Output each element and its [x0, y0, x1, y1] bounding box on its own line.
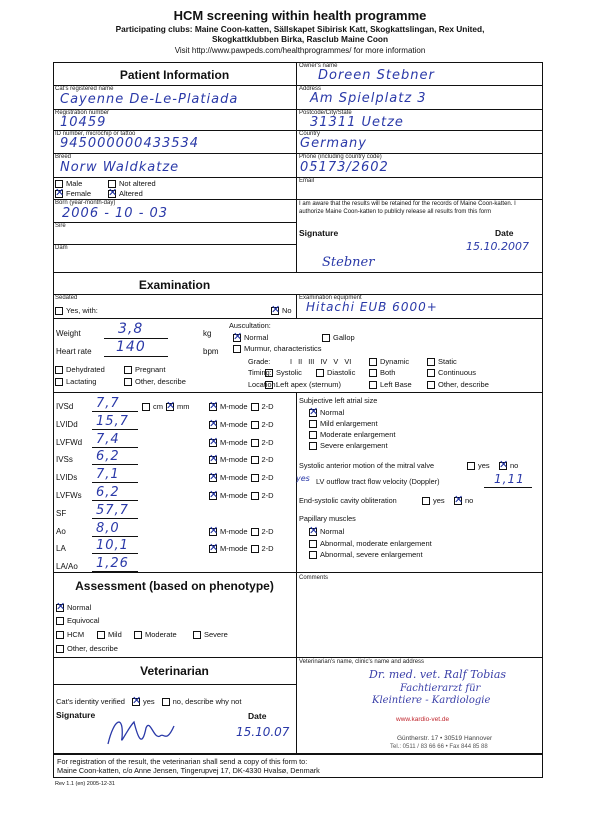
mmode-label: M-mode — [220, 544, 248, 553]
sla-severe-checkbox[interactable] — [309, 442, 317, 450]
measure-value[interactable]: 7,4 — [96, 432, 120, 447]
revision: Rev 1.1 (en) 2005-12-31 — [55, 781, 115, 787]
stamp-phone: Tel.: 0511 / 83 66 66 • Fax 844 85 88 — [390, 744, 488, 750]
sla-normal-checkbox[interactable] — [309, 409, 317, 417]
twod-checkbox[interactable] — [251, 456, 259, 464]
measure-underline — [92, 518, 138, 519]
assess-severe-label: Severe — [204, 630, 228, 639]
papillary-label: Papillary muscles — [299, 514, 356, 523]
assess-moderate-checkbox[interactable] — [134, 631, 142, 639]
left-base-checkbox[interactable] — [369, 381, 377, 389]
stamp-name: Dr. med. vet. Ralf Tobias — [369, 668, 507, 681]
mode-selector — [209, 438, 274, 447]
address-label: Address — [299, 86, 322, 92]
vet-signature — [104, 708, 184, 750]
weight-label: Weight — [56, 329, 81, 338]
postcode-value[interactable]: 31311 Uetze — [310, 115, 404, 130]
sla-moderate-checkbox[interactable] — [309, 431, 317, 439]
measure-label: Ao — [56, 527, 66, 536]
lactating-checkbox[interactable] — [55, 378, 63, 386]
assess-mild-checkbox[interactable] — [97, 631, 105, 639]
reg-no-value[interactable]: 10459 — [60, 115, 107, 130]
measure-label: LVIDd — [56, 420, 78, 429]
twod-label: 2-D — [261, 420, 274, 429]
vet-date-label: Date — [248, 711, 267, 721]
measure-underline — [92, 482, 138, 483]
mmode-label: M-mode — [220, 473, 248, 482]
twod-label: 2-D — [261, 544, 274, 553]
esco-yes-checkbox[interactable] — [422, 497, 430, 505]
mm-checkbox[interactable] — [166, 403, 174, 411]
owner-date-value[interactable]: 15.10.2007 — [466, 240, 529, 253]
measure-label: IVSd — [56, 402, 74, 411]
id-value[interactable]: 945000000433534 — [60, 136, 200, 151]
murmur-checkbox[interactable] — [233, 345, 241, 353]
assess-equivocal-checkbox[interactable] — [56, 617, 64, 625]
measure-value[interactable]: 6,2 — [96, 449, 120, 464]
twod-checkbox[interactable] — [251, 421, 259, 429]
sam-no-label: no — [510, 461, 519, 470]
both-checkbox[interactable] — [369, 369, 377, 377]
assess-equivocal-label: Equivocal — [67, 616, 100, 625]
measure-value[interactable]: 57,7 — [96, 503, 129, 518]
measure-label: LA — [56, 544, 66, 553]
twod-checkbox[interactable] — [251, 474, 259, 482]
cm-checkbox[interactable] — [142, 403, 150, 411]
measure-value[interactable]: 7,7 — [96, 396, 120, 411]
measure-value[interactable]: 6,2 — [96, 485, 120, 500]
twod-label: 2-D — [261, 438, 274, 447]
bpm-unit: bpm — [203, 347, 219, 356]
measure-value[interactable]: 15,7 — [96, 414, 129, 429]
reg-name-value[interactable]: Cayenne De-Le-Platiada — [60, 92, 239, 107]
breed-label: Breed — [55, 154, 72, 160]
gallop-label: Gallop — [333, 333, 355, 342]
info-link[interactable]: Visit http://www.pawpeds.com/healthprogrammes/ for more information — [174, 46, 426, 55]
mmode-label: M-mode — [220, 455, 248, 464]
murmur-label: Murmur, characteristics — [244, 344, 322, 353]
mode-selector — [209, 402, 274, 411]
postcode-label: Postcode/City/State — [299, 110, 352, 116]
measure-underline — [92, 447, 138, 448]
measure-value[interactable]: 8,0 — [96, 521, 120, 536]
mmode-label: M-mode — [220, 438, 248, 447]
owner-name-label: Owner's name — [299, 63, 338, 69]
assess-hcm-checkbox[interactable] — [56, 631, 64, 639]
identity-no-checkbox[interactable] — [162, 698, 170, 706]
lvot-yes-handwritten: yes — [296, 474, 310, 483]
mmode-label: M-mode — [220, 491, 248, 500]
country-label: Country — [299, 131, 321, 137]
esco-label: End-systolic cavity obliteration — [299, 496, 397, 505]
pap-normal-label: Normal — [320, 527, 345, 536]
continuous-checkbox[interactable] — [427, 369, 435, 377]
lvot-value[interactable]: 1,11 — [494, 472, 525, 486]
sedated-no-checkbox[interactable] — [271, 307, 279, 315]
gallop-checkbox[interactable] — [322, 334, 330, 342]
sedated-label: Sedated — [55, 295, 78, 301]
footer-line1: For registration of the result, the veterinarian shall send a copy of this form to: — [57, 757, 308, 766]
measure-label: LVFWd — [56, 438, 83, 447]
mode-selector — [209, 455, 274, 464]
mmode-label: M-mode — [220, 527, 248, 536]
identity-yes-checkbox[interactable] — [132, 698, 140, 706]
equipment-label: Examination equipment — [299, 295, 362, 301]
grade-options[interactable]: I II III IV V VI — [290, 357, 352, 366]
email-label: Email — [299, 178, 315, 184]
mmode-checkbox[interactable] — [209, 474, 217, 482]
sedated-yes-label: Yes, with: — [66, 306, 98, 315]
vet-date-value[interactable]: 15.10.07 — [236, 725, 290, 739]
twod-label: 2-D — [261, 402, 274, 411]
static-label: Static — [438, 357, 457, 366]
assess-other-label: Other, describe — [67, 644, 118, 653]
heart-rate-label: Heart rate — [56, 347, 92, 356]
measure-underline — [92, 553, 138, 554]
mmode-checkbox[interactable] — [209, 421, 217, 429]
footer-line2: Maine Coon-katten, c/o Anne Jensen, Tingerupvej 17, DK-4330 Hvalsø, Denmark — [57, 766, 320, 775]
assessment-title: Assessment (based on phenotype) — [75, 579, 274, 593]
left-base-label: Left Base — [380, 380, 412, 389]
dehydrated-label: Dehydrated — [66, 365, 105, 374]
grade-label: Grade: — [248, 357, 271, 366]
dynamic-checkbox[interactable] — [369, 358, 377, 366]
heart-rate-value[interactable]: 140 — [116, 339, 146, 355]
pregnant-checkbox[interactable] — [124, 366, 132, 374]
stamp-web: www.kardio-vet.de — [396, 716, 450, 723]
pap-normal-checkbox[interactable] — [309, 528, 317, 536]
mm-label: mm — [177, 402, 190, 411]
measure-value[interactable]: 10,1 — [96, 538, 129, 553]
vet-signature-label: Signature — [56, 710, 96, 720]
phone-value[interactable]: 05173/2602 — [300, 160, 389, 175]
twod-label: 2-D — [261, 455, 274, 464]
pap-severe-label: Abnormal, severe enlargement — [320, 550, 423, 559]
assess-mild-label: Mild — [108, 630, 122, 639]
esco-no-label: no — [465, 496, 474, 505]
stamp-title: Fachtierarzt für — [400, 683, 481, 694]
mmode-label: M-mode — [220, 420, 248, 429]
mmode-checkbox[interactable] — [209, 439, 217, 447]
both-label: Both — [380, 368, 396, 377]
mode-selector — [209, 527, 274, 536]
mmode-label: M-mode — [220, 402, 248, 411]
measure-label: IVSs — [56, 455, 73, 464]
sedated-yes-checkbox[interactable] — [55, 307, 63, 315]
measure-label: LVFWs — [56, 491, 82, 500]
other-describe-label: Other, describe — [135, 377, 186, 386]
esco-yes-label: yes — [433, 496, 445, 505]
measure-underline — [92, 411, 138, 412]
vet-title: Veterinarian — [140, 664, 209, 678]
unit-selector — [142, 402, 190, 411]
identity-label: Cat's identity verified — [56, 697, 125, 706]
auscultation-normal-checkbox[interactable] — [233, 334, 241, 342]
assess-normal-checkbox[interactable] — [56, 604, 64, 612]
owner-signature-label: Signature — [299, 228, 339, 238]
born-label: Born (year-month-day) — [55, 200, 116, 206]
twod-checkbox[interactable] — [251, 403, 259, 411]
measure-label: SF — [56, 509, 67, 518]
equipment-value[interactable]: Hitachi EUB 6000+ — [306, 300, 438, 314]
mmode-checkbox[interactable] — [209, 492, 217, 500]
mode-selector — [209, 420, 274, 429]
continuous-label: Continuous — [438, 368, 476, 377]
kg-unit: kg — [203, 329, 212, 338]
auscultation-label: Auscultation: — [229, 321, 271, 330]
born-value[interactable]: 2006 - 10 - 03 — [62, 206, 169, 221]
systolic-checkbox[interactable] — [265, 369, 273, 377]
phone-label: Phone (including country code) — [299, 154, 382, 160]
sire-label: Sire — [55, 223, 66, 229]
systolic-label: Systolic — [276, 368, 302, 377]
female-label: Female — [66, 189, 92, 198]
sam-yes-checkbox[interactable] — [467, 462, 475, 470]
participating-clubs-2: Skogkattklubben Birka, Rasclub Maine Coon — [211, 34, 389, 44]
sla-normal-label: Normal — [320, 408, 345, 417]
twod-checkbox[interactable] — [251, 545, 259, 553]
pregnant-label: Pregnant — [135, 365, 166, 374]
country-value[interactable]: Germany — [300, 136, 367, 151]
measure-underline — [92, 536, 138, 537]
sla-mild-checkbox[interactable] — [309, 420, 317, 428]
measure-label: LA/Ao — [56, 562, 78, 571]
address-value[interactable]: Am Spielplatz 3 — [310, 91, 427, 106]
cm-label: cm — [153, 402, 163, 411]
male-label: Male — [66, 179, 83, 188]
exam-section-title: Examination — [138, 278, 211, 292]
stamp-specialty: Kleintiere - Kardiologie — [372, 695, 491, 706]
stamp-address: Güntherstr. 17 • 30519 Hannover — [397, 735, 493, 742]
owner-name-value[interactable]: Doreen Stebner — [318, 68, 435, 83]
diastolic-label: Diastolic — [327, 368, 356, 377]
dynamic-label: Dynamic — [380, 357, 410, 366]
altered-label: Altered — [119, 189, 143, 198]
female-checkbox[interactable] — [55, 190, 63, 198]
sam-no-checkbox[interactable] — [499, 462, 507, 470]
twod-checkbox[interactable] — [251, 492, 259, 500]
measure-underline — [92, 429, 138, 430]
id-label: ID number, microchip or tattoo — [55, 131, 136, 137]
pap-moderate-label: Abnormal, moderate enlargement — [320, 539, 432, 548]
dam-label: Dam — [55, 245, 68, 251]
pap-severe-checkbox[interactable] — [309, 551, 317, 559]
mmode-checkbox[interactable] — [209, 528, 217, 536]
mode-selector — [209, 544, 274, 553]
owner-date-label: Date — [495, 228, 514, 238]
sla-mild-label: Mild enlargement — [320, 419, 378, 428]
patient-section-title: Patient Information — [119, 68, 230, 82]
sla-moderate-label: Moderate enlargement — [320, 430, 396, 439]
static-checkbox[interactable] — [427, 358, 435, 366]
sla-label: Subjective left atrial size — [299, 396, 378, 405]
reg-no-label: Registration number — [55, 110, 110, 116]
altered-checkbox[interactable] — [108, 190, 116, 198]
location-label: Location: — [248, 380, 278, 389]
assess-severe-checkbox[interactable] — [193, 631, 201, 639]
identity-yes-label: yes — [142, 697, 155, 706]
assess-moderate-label: Moderate — [145, 630, 177, 639]
sam-yes-label: yes — [478, 461, 490, 470]
pap-moderate-checkbox[interactable] — [309, 540, 317, 548]
mmode-checkbox[interactable] — [209, 456, 217, 464]
mmode-checkbox[interactable] — [209, 403, 217, 411]
measure-value[interactable]: 7,1 — [96, 467, 120, 482]
lvot-label: LV outflow tract flow velocity (Doppler) — [316, 477, 440, 486]
twod-checkbox[interactable] — [251, 439, 259, 447]
other-describe-checkbox[interactable] — [124, 378, 132, 386]
diastolic-checkbox[interactable] — [316, 369, 324, 377]
left-apex-checkbox[interactable] — [265, 381, 273, 389]
sla-severe-label: Severe enlargement — [320, 441, 388, 450]
assess-normal-label: Normal — [67, 603, 92, 612]
mmode-checkbox[interactable] — [209, 545, 217, 553]
twod-label: 2-D — [261, 473, 274, 482]
form-title: HCM screening within health programme — [173, 8, 427, 23]
not-altered-label: Not altered — [119, 179, 156, 188]
measure-label: LVIDs — [56, 473, 78, 482]
twod-label: 2-D — [261, 491, 274, 500]
sedated-no-label: No — [282, 306, 292, 315]
consent-text: I am aware that the results will be retained for the records of Maine Coon-katten. I authorize Maine Coon-katten to publicly release all results from this form — [299, 201, 516, 215]
measure-underline — [92, 500, 138, 501]
identity-no-label: no, describe why not — [172, 697, 242, 706]
assess-hcm-label: HCM — [67, 630, 85, 639]
reg-name-label: Cat's registered name — [55, 86, 114, 92]
assess-other-checkbox[interactable] — [56, 645, 64, 653]
other-location-checkbox[interactable] — [427, 381, 435, 389]
breed-value[interactable]: Norw Waldkatze — [60, 160, 180, 175]
left-apex-label: Left apex (sternum) — [276, 380, 342, 389]
mode-selector — [209, 473, 274, 482]
esco-no-checkbox[interactable] — [454, 497, 462, 505]
owner-signature: Stebner — [322, 255, 375, 270]
participating-clubs: Participating clubs: Maine Coon-katten, Sällskapet Sibirisk Katt, Skogkattslingan, Rex United, — [115, 24, 485, 34]
twod-label: 2-D — [261, 527, 274, 536]
weight-value[interactable]: 3,8 — [118, 321, 144, 337]
auscultation-normal-label: Normal — [244, 333, 269, 342]
twod-checkbox[interactable] — [251, 528, 259, 536]
timing-label: Timing: — [248, 368, 272, 377]
other-location-label: Other, describe — [438, 380, 489, 389]
sam-label: Systolic anterior motion of the mitral valve — [299, 461, 435, 470]
dehydrated-checkbox[interactable] — [55, 366, 63, 374]
clinic-label: Veterinarian's name, clinic's name and address — [299, 659, 425, 665]
lactating-label: Lactating — [66, 377, 97, 386]
measure-underline — [92, 464, 138, 465]
measure-value[interactable]: 1,26 — [96, 556, 129, 571]
mode-selector — [209, 491, 274, 500]
comments-label: Comments — [299, 575, 329, 581]
